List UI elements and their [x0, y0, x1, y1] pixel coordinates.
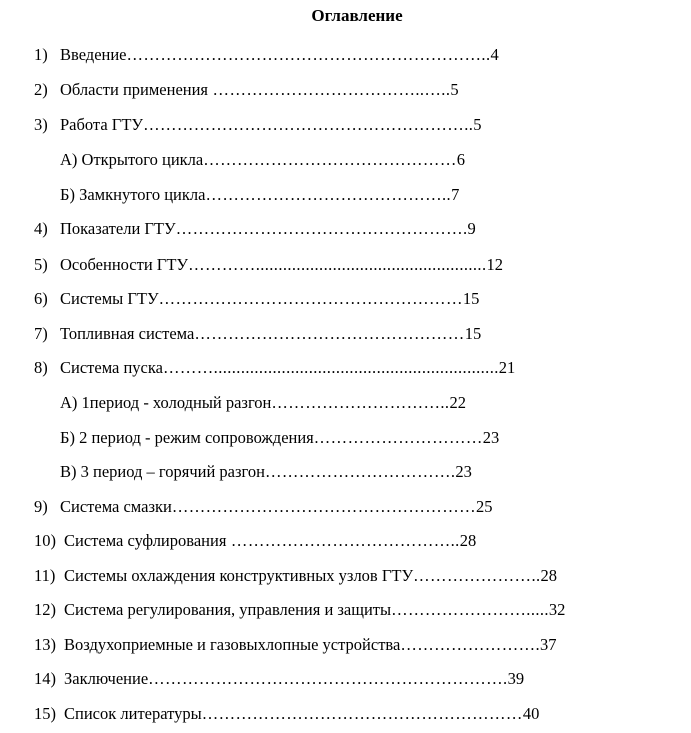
toc-entry — [34, 704, 539, 724]
toc-page-number: 15 — [464, 324, 482, 343]
toc-page-number: 15 — [462, 289, 480, 308]
toc-entry — [34, 635, 557, 655]
toc-entry-label: Б) 2 период - режим сопровождения — [60, 428, 314, 447]
toc-title: Оглавление — [311, 6, 403, 25]
toc-page-number: 28 — [459, 531, 477, 550]
toc-entry-number: 11) — [34, 566, 56, 585]
toc-entry-label: Введение — [60, 45, 127, 64]
toc-page-number: 7 — [451, 185, 460, 204]
toc-leader-dots: ……………………………………………………….. — [126, 45, 491, 64]
toc-entry — [34, 531, 476, 551]
toc-entry-number: 3) — [34, 115, 48, 134]
toc-entry-label: Список литературы — [64, 704, 202, 723]
toc-page-number: 25 — [476, 497, 493, 516]
toc-entry-label: Система пуска — [60, 358, 163, 377]
toc-entry-number: 12) — [34, 600, 56, 619]
toc-leader-dots: ………............................................................... — [162, 358, 499, 377]
toc-entry — [34, 324, 481, 344]
toc-entry-number: 2) — [34, 80, 48, 99]
toc-page-number: 23 — [455, 462, 472, 481]
toc-entry — [34, 289, 479, 309]
toc-entry-label: Воздухоприемные и газовыхлопные устройства — [64, 635, 401, 654]
toc-subentry — [60, 393, 466, 413]
toc-page-number: 12 — [486, 255, 503, 274]
toc-entry-number: 5) — [34, 255, 48, 274]
toc-page-number: 5 — [450, 80, 459, 99]
toc-leader-dots: …………................................................... — [188, 255, 487, 274]
toc-entry — [34, 115, 482, 135]
toc-leader-dots: ………………………………………………………. — [148, 669, 508, 688]
toc-leader-dots: ……………………. — [400, 635, 541, 654]
toc-page-number: 9 — [467, 219, 476, 238]
toc-entry-label: Заключение — [64, 669, 149, 688]
toc-entry-label: Системы ГТУ — [60, 289, 159, 308]
toc-leader-dots: ………………………………..….. — [208, 80, 451, 99]
toc-entry-label: В) 3 период – горячий разгон — [60, 462, 265, 481]
toc-entry-number: 9) — [34, 497, 48, 516]
toc-entry — [34, 497, 493, 517]
toc-subentry — [60, 428, 499, 448]
toc-entry-label: Показатели ГТУ — [60, 219, 176, 238]
toc-entry-label: Система суфлирования — [64, 531, 227, 550]
toc-entry-label: А) Открытого цикла — [60, 150, 204, 169]
toc-entry — [34, 669, 524, 689]
toc-leader-dots: ………………………….. — [271, 393, 450, 412]
toc-entry — [34, 358, 515, 378]
toc-page-number: 6 — [456, 150, 465, 169]
toc-leader-dots: ………………………………………………….. — [143, 115, 474, 134]
toc-entry-label: Топливная система — [60, 324, 195, 343]
toc-entry-label: Система смазки — [60, 497, 172, 516]
toc-entry — [34, 600, 565, 620]
toc-entry-number: 4) — [34, 219, 48, 238]
toc-subentry — [60, 150, 465, 170]
toc-entry — [34, 219, 476, 239]
toc-page-number: 32 — [548, 600, 566, 619]
toc-leader-dots: ……………………………………………… — [158, 289, 463, 308]
toc-leader-dots: ………………………………………… — [194, 324, 465, 343]
toc-entry-number: 10) — [34, 531, 56, 550]
toc-entry-label: Системы охлаждения конструктивных узлов ГТУ — [64, 566, 414, 585]
toc-leader-dots: …………………………………….. — [205, 185, 452, 204]
toc-entry-number: 6) — [34, 289, 48, 308]
toc-entry-number: 1) — [34, 45, 48, 64]
toc-leader-dots: ……………………………………………. — [175, 219, 468, 238]
toc-entry-number: 8) — [34, 358, 48, 377]
toc-entry-number: 7) — [34, 324, 48, 343]
toc-entry-label: Области применения — [60, 80, 209, 99]
toc-leader-dots: ……………………………………… — [203, 150, 457, 169]
toc-subentry — [60, 462, 472, 482]
toc-entry-label: А) 1период - холодный разгон — [60, 393, 272, 412]
toc-entry-label: Система регулирования, управления и защиты — [64, 600, 392, 619]
toc-entry-label: Особенности ГТУ — [60, 255, 189, 274]
toc-entry — [34, 45, 499, 65]
toc-entry — [34, 80, 459, 100]
toc-page-number: 21 — [498, 358, 516, 377]
toc-page-number: 37 — [540, 635, 557, 654]
toc-page-number: 39 — [507, 669, 525, 688]
toc-entry-number: 14) — [34, 669, 56, 688]
toc-entry — [34, 255, 503, 275]
toc-leader-dots: ……………………..... — [391, 600, 549, 619]
toc-leader-dots: ………………….. — [413, 566, 541, 585]
toc-page-number: 40 — [522, 704, 540, 723]
toc-page-number: 4 — [490, 45, 499, 64]
toc-page-number: 22 — [449, 393, 466, 412]
toc-leader-dots: ………………………………………………… — [201, 704, 523, 723]
toc-leader-dots: ………………………………….. — [226, 531, 460, 550]
toc-page-number: 28 — [540, 566, 558, 585]
toc-leader-dots: ……………………………. — [264, 462, 456, 481]
toc-page-number: 23 — [482, 428, 500, 447]
toc-leader-dots: ………………………… — [313, 428, 483, 447]
toc-entry — [34, 566, 557, 586]
toc-entry-number: 13) — [34, 635, 56, 654]
toc-entry-label: Б) Замкнутого цикла — [60, 185, 206, 204]
toc-entry-label: Работа ГТУ — [60, 115, 144, 134]
toc-leader-dots: ……………………………………………… — [171, 497, 477, 516]
toc-entry-number: 15) — [34, 704, 56, 723]
toc-subentry — [60, 185, 459, 205]
toc-page-number: 5 — [473, 115, 482, 134]
